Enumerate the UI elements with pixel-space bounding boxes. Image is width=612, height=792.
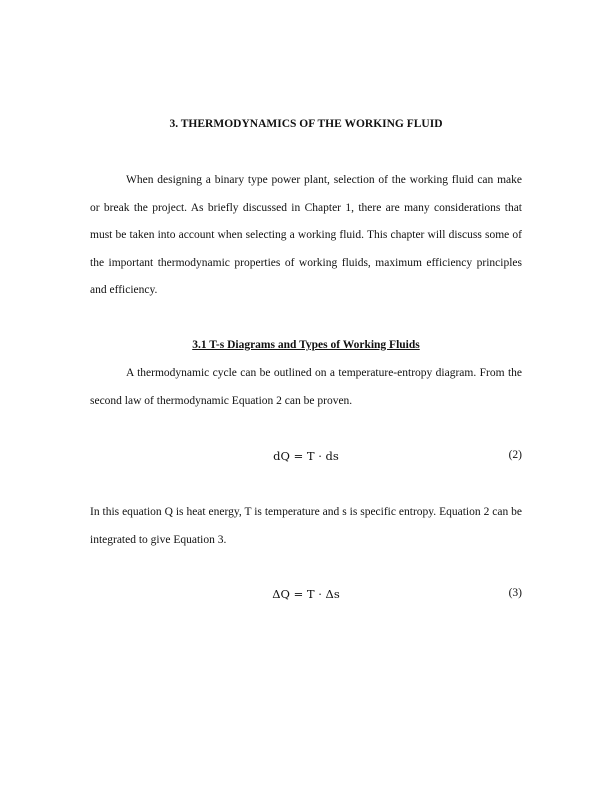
equation-3 (90, 587, 522, 605)
intro-paragraph: When designing a binary type power plant, selection of the working fluid can make or break the project. As briefly discussed in Chapter 1, there are many considerations that must be taken into account when selecting a working fluid. This chapter will discuss some of the important thermodynamic properties of working fluids, maximum efficiency principles and efficiency. (90, 174, 522, 296)
section-paragraph-2: In this equation Q is heat energy, T is temperature and s is specific entropy. Equation 2 can be integrated to give Equation 3. (90, 506, 522, 546)
equation-3-expression: ΔQ = T · Δs (272, 587, 340, 601)
chapter-title: 3. THERMODYNAMICS OF THE WORKING FLUID (169, 118, 443, 130)
section-paragraph-1: A thermodynamic cycle can be outlined on a temperature-entropy diagram. From the second law of thermodynamic Equation 2 can be proven. (90, 367, 522, 407)
equation-2-number: (2) (508, 449, 522, 461)
equation-3-number: (3) (508, 587, 522, 599)
section-heading-text: 3.1 T-s Diagrams and Types of Working Fluids (192, 339, 420, 351)
equation-2 (90, 449, 522, 467)
equation-2-expression: dQ = T · ds (273, 449, 339, 463)
section-heading (90, 339, 522, 351)
